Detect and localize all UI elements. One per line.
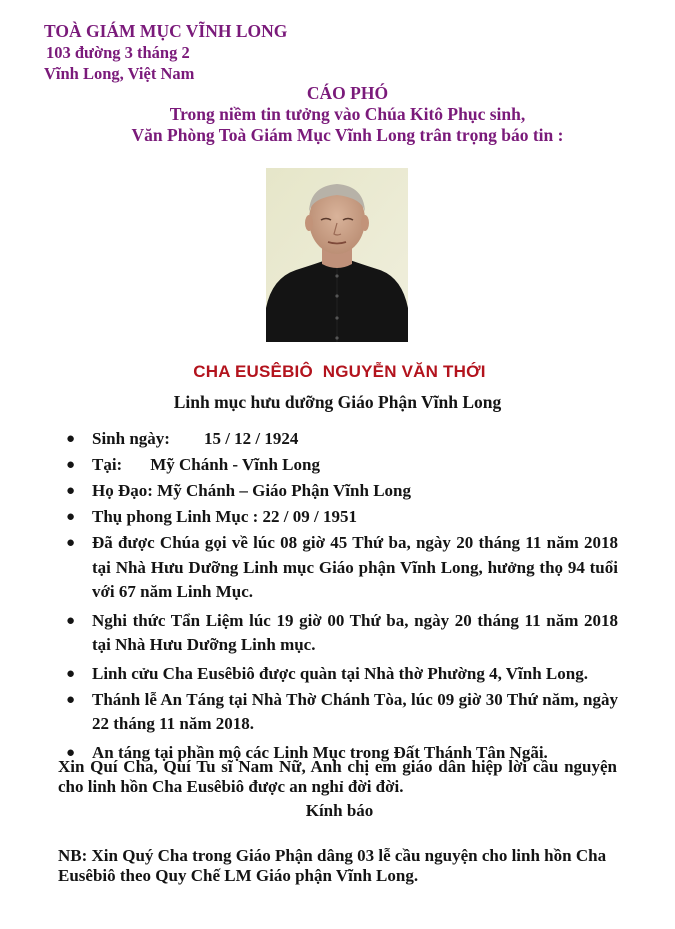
diocese-address: 103 đường 3 tháng 2 xyxy=(46,43,190,62)
bullet-icon: ● xyxy=(66,744,76,761)
bullet-icon: ● xyxy=(66,691,76,708)
encoffin-text: Nghi thức Tẩn Liệm lúc 19 giờ 00 Thứ ba, ngày 20 tháng 11 năm 2018 tại Nhà Hưu Dưỡng Linh mục. xyxy=(92,610,618,654)
list-item-birth-place xyxy=(58,453,618,478)
priest-portrait-photo xyxy=(266,168,408,342)
list-item-death xyxy=(58,531,618,605)
portrait-photo-icon xyxy=(266,168,408,342)
bullet-icon: ● xyxy=(66,431,76,447)
announcement-title: CÁO PHÓ xyxy=(306,83,389,103)
wake-text: Linh cửu Cha Eusêbiô được quàn tại Nhà thờ Phường 4, Vĩnh Long. xyxy=(92,663,588,683)
priest-role: Linh mục hưu dưỡng Giáo Phận Vĩnh Long xyxy=(173,392,502,412)
diocese-name: TOÀ GIÁM MỤC VĨNH LONG xyxy=(44,21,288,41)
ordination-text: Thụ phong Linh Mục : 22 / 09 / 1951 xyxy=(92,507,357,526)
nb-note: NB: Xin Quý Cha trong Giáo Phận dâng 03 lễ cầu nguyện cho linh hồn Cha Eusêbiô theo Quy Chế LM Giáo phận Vĩnh Long. xyxy=(58,846,607,885)
burial-text: An táng tại phần mộ các Linh Mục trong Đất Thánh Tân Ngãi. xyxy=(92,742,548,762)
bullet-icon: ● xyxy=(66,483,76,499)
place-value: Mỹ Chánh - Vĩnh Long xyxy=(150,455,320,474)
bullet-icon: ● xyxy=(66,509,76,525)
list-item-wake xyxy=(58,662,618,687)
list-item-funeral-mass xyxy=(58,688,618,737)
birth-label: Sinh ngày: xyxy=(92,429,170,448)
diocese-header xyxy=(44,21,287,84)
list-item-encoffin xyxy=(58,609,618,658)
announcement-heading xyxy=(0,83,675,146)
birth-value: 15 / 12 / 1924 xyxy=(203,429,299,448)
funeral-mass-text: Thánh lễ An Táng tại Nhà Thờ Chánh Tòa, lúc 09 giờ 30 Thứ năm, ngày 22 tháng 11 năm 2018. xyxy=(92,689,618,733)
bullet-icon: ● xyxy=(66,457,76,473)
announcement-intro-line-2: Văn Phòng Toà Giám Mục Vĩnh Long trân trọng báo tin : xyxy=(131,125,564,145)
closing-regards: Kính báo xyxy=(305,801,374,820)
bullet-icon: ● xyxy=(66,535,76,551)
bullet-icon: ● xyxy=(66,665,76,682)
list-item-ordination xyxy=(58,505,618,530)
place-label: Tại: xyxy=(92,455,123,474)
diocese-city: Vĩnh Long, Việt Nam xyxy=(44,64,195,83)
list-item-parish xyxy=(58,479,618,504)
parish-text: Họ Đạo: Mỹ Chánh – Giáo Phận Vĩnh Long xyxy=(92,481,411,500)
death-text: Đã được Chúa gọi về lúc 08 giờ 45 Thứ ba, ngày 20 tháng 11 năm 2018 tại Nhà Hưu Dưỡng Linh mục Giáo phận Vĩnh Long, hưởng thọ 94 tuổi với 67 năm Linh Mục. xyxy=(92,533,618,601)
priest-name: CHA EUSÊBIÔ NGUYỄN VĂN THỚI xyxy=(193,362,486,381)
announcement-intro-line-1: Trong niềm tin tưởng vào Chúa Kitô Phục sinh, xyxy=(169,104,526,124)
bullet-icon: ● xyxy=(66,612,76,629)
obituary-facts-list xyxy=(58,427,618,767)
prayer-request: Xin Quí Cha, Quí Tu sĩ Nam Nữ, Anh chị em giáo dân hiệp lời cầu nguyện cho linh hồn Cha Eusêbiô được an nghỉ đời đời. xyxy=(58,757,617,796)
list-item-birth-date xyxy=(58,427,618,452)
